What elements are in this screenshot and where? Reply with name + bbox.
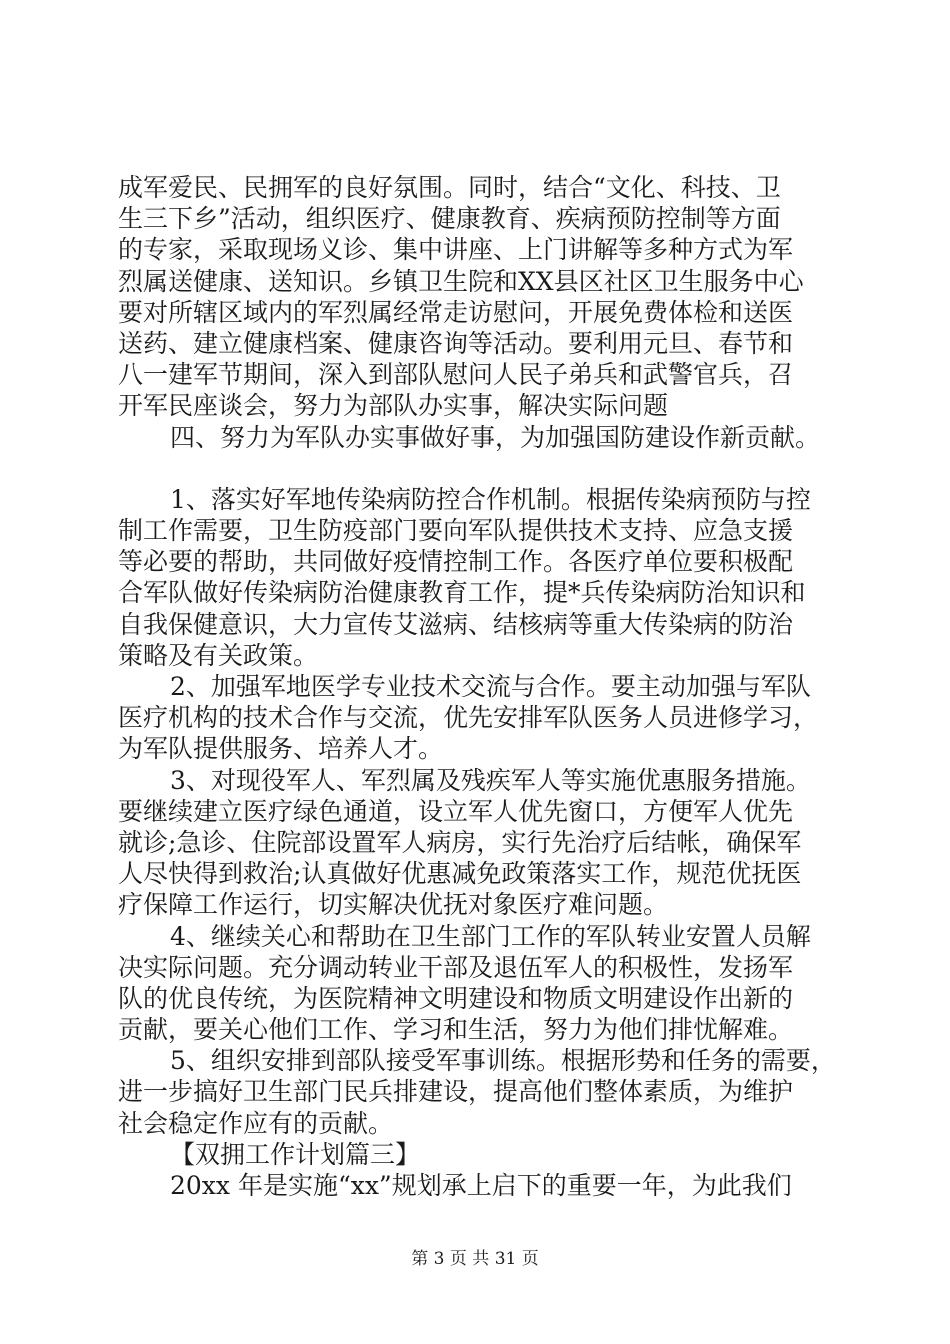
- text-line: 5、组织安排到部队接受军事训练。根据形势和任务的需要，: [170, 1046, 836, 1076]
- text-line: 要继续建立医疗绿色通道，设立军人优先窗口，方便军人优先: [118, 796, 794, 826]
- text-line: 要对所辖区域内的军烈属经常走访慰问，开展免费体检和送医: [118, 297, 794, 327]
- text-line: 策略及有关政策。: [118, 640, 319, 670]
- text-line: 医疗机构的技术合作与交流，优先安排军队医务人员进修学习，: [118, 703, 819, 733]
- text-line: 进一步搞好卫生部门民兵排建设，提高他们整体素质，为维护: [118, 1077, 794, 1107]
- text-line: 自我保健意识，大力宣传艾滋病、结核病等重大传染病的防治: [118, 609, 794, 639]
- text-line: 人尽快得到救治;认真做好优惠减免政策落实工作，规范优抚医: [118, 859, 802, 889]
- text-line: 疗保障工作运行，切实解决优抚对象医疗难问题。: [118, 890, 669, 920]
- text-line: 为军队提供服务、培养人才。: [118, 734, 444, 764]
- text-line: 开军民座谈会，努力为部队办实事，解决实际问题: [118, 391, 669, 421]
- text-line: 制工作需要，卫生防疫部门要向军队提供技术支持、应急支援: [118, 516, 794, 546]
- text-line: 烈属送健康、送知识。乡镇卫生院和XX县区社区卫生服务中心: [118, 266, 804, 296]
- text-line: 20xx 年是实施“xx”规划承上启下的重要一年，为此我们: [170, 1171, 792, 1200]
- text-line: 送药、建立健康档案、健康咨询等活动。要利用元旦、春节和: [118, 328, 794, 358]
- text-line: 就诊;急诊、住院部设置军人病房，实行先治疗后结帐，确保军: [118, 827, 802, 857]
- text-line: 八一建军节期间，深入到部队慰问人民子弟兵和武警官兵，召: [118, 360, 794, 390]
- text-line: 成军爱民、民拥军的良好氛围。同时，结合“文化、科技、卫: [118, 173, 781, 202]
- blank-line: [118, 453, 858, 484]
- text-line: 等必要的帮助，共同做好疫情控制工作。各医疗单位要积极配: [118, 547, 794, 577]
- text-line: 4、继续关心和帮助在卫生部门工作的军队转业安置人员解: [170, 921, 811, 951]
- body-text: [118, 172, 858, 1201]
- text-line: 的专家，采取现场义诊、集中讲座、上门讲解等多种方式为军: [118, 235, 794, 265]
- text-line: 1、落实好军地传染病防控合作机制。根据传染病预防与控: [170, 484, 811, 514]
- text-line: 决实际问题。充分调动转业干部及退伍军人的积极性，发扬军: [118, 952, 794, 982]
- text-line: 社会稳定作应有的贡献。: [118, 1108, 394, 1138]
- text-line: 队的优良传统，为医院精神文明建设和物质文明建设作出新的: [118, 983, 794, 1013]
- text-line: 2、加强军地医学专业技术交流与合作。要主动加强与军队: [170, 672, 811, 701]
- page-footer: 第 3 页 共 31 页: [411, 1249, 539, 1269]
- text-line: 3、对现役军人、军烈属及残疾军人等实施优惠服务措施。: [170, 765, 811, 795]
- text-line: 生三下乡”活动，组织医疗、健康教育、疾病预防控制等方面: [118, 204, 781, 234]
- text-line: 合军队做好传染病防治健康教育工作，提*兵传染病防治知识和: [118, 578, 806, 608]
- text-line: 【双拥工作计划篇三】: [170, 1139, 421, 1169]
- text-line: 四、努力为军队办实事做好事，为加强国防建设作新贡献。: [170, 422, 821, 452]
- text-line: 贡献，要关心他们工作、学习和生活，努力为他们排忧解难。: [118, 1015, 794, 1045]
